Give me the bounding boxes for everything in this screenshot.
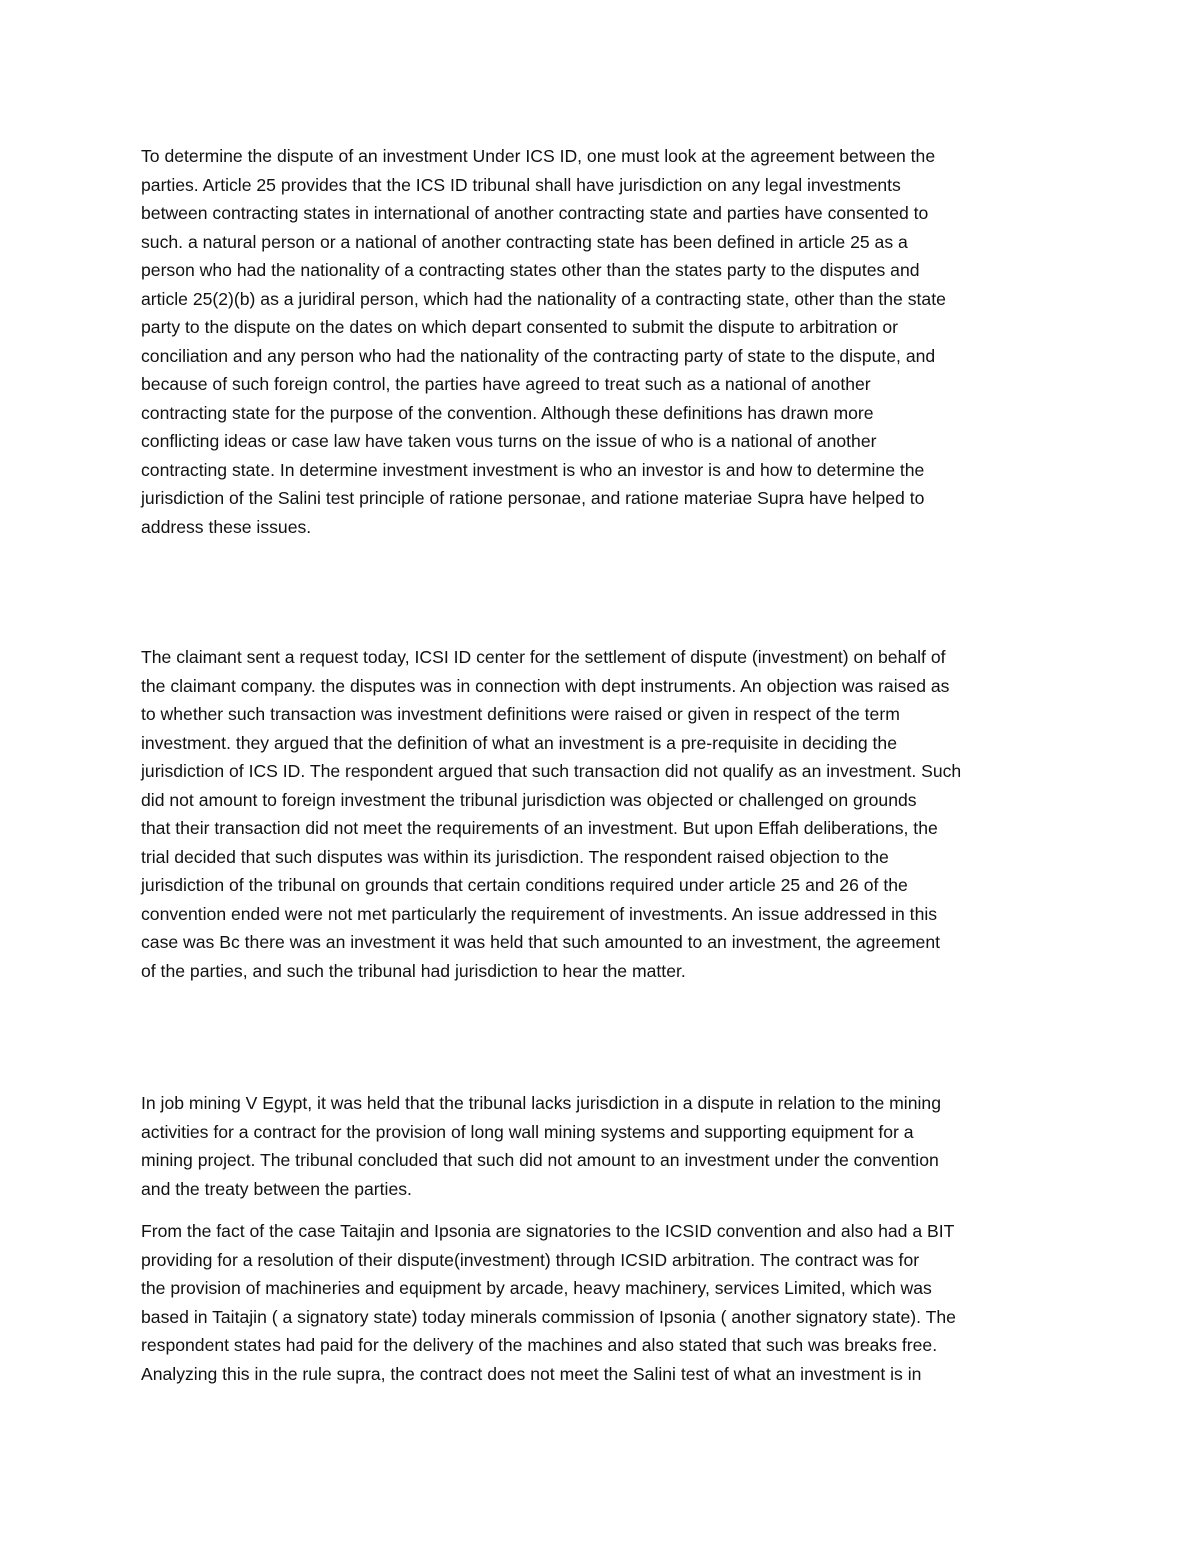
paragraph-taitajin-ipsonia: From the fact of the case Taitajin and Ipsonia are signatories to the ICSID convention and also had a BIT providing for a resolution of their dispute(investment) through ICSID arbitration. The contract was for the provision of machineries and equipment by arcade, heavy machinery, services Limited, which was based in Taitajin ( a signatory state) today minerals commission of Ipsonia ( another signatory state). The respondent states had paid for the delivery of the machines and also stated that such was breaks free. Analyzing this in the rule supra, the contract does not meet the Salini test of what an investment is in bbox=[141, 1221, 956, 1384]
paragraph-job-mining-case: In job mining V Egypt, it was held that the tribunal lacks jurisdiction in a dispute in relation to the mining activities for a contract for the provision of long wall mining systems and supporting equipment for a mining project. The tribunal concluded that such did not amount to an investment under the convention and the treaty between the parties. bbox=[141, 1093, 941, 1199]
paragraph-claimant-request: The claimant sent a request today, ICSI ID center for the settlement of dispute (investment) on behalf of the claimant company. the disputes was in connection with dept instruments. An objection was raised as to whether such transaction was investment definitions were raised or given in respect of the term investment. they argued that the definition of what an investment is a pre-requisite in deciding the jurisdiction of ICS ID. The respondent argued that such transaction did not qualify as an investment. Such did not amount to foreign investment the tribunal jurisdiction was objected or challenged on grounds that their transaction did not meet the requirements of an investment. But upon Effah deliberations, the trial decided that such disputes was within its jurisdiction. The respondent raised objection to the jurisdiction of the tribunal on grounds that certain conditions required under article 25 and 26 of the convention ended were not met particularly the requirement of investments. An issue addressed in this case was Bc there was an investment it was held that such amounted to an investment, the agreement of the parties, and such the tribunal had jurisdiction to hear the matter. bbox=[141, 647, 962, 981]
paragraph-icsid-jurisdiction: To determine the dispute of an investment Under ICS ID, one must look at the agreement between the parties. Article 25 provides that the ICS ID tribunal shall have jurisdiction on any legal investments between contracting states in international of another contracting state and parties have consented to such. a natural person or a national of another contracting state has been defined in article 25 as a person who had the nationality of a contracting states other than the states party to the disputes and article 25(2)(b) as a juridiral person, which had the nationality of a contracting state, other than the state party to the dispute on the dates on which depart consented to submit the dispute to arbitration or conciliation and any person who had the nationality of the contracting party of state to the dispute, and because of such foreign control, the parties have agreed to treat such as a national of another contracting state for the purpose of the convention. Although these definitions has drawn more conflicting ideas or case law have taken vous turns on the issue of who is a national of another contracting state. In determine investment investment is who an investor is and how to determine the jurisdiction of the Salini test principle of ratione personae, and ratione materiae Supra have helped to address these issues. bbox=[141, 146, 946, 537]
